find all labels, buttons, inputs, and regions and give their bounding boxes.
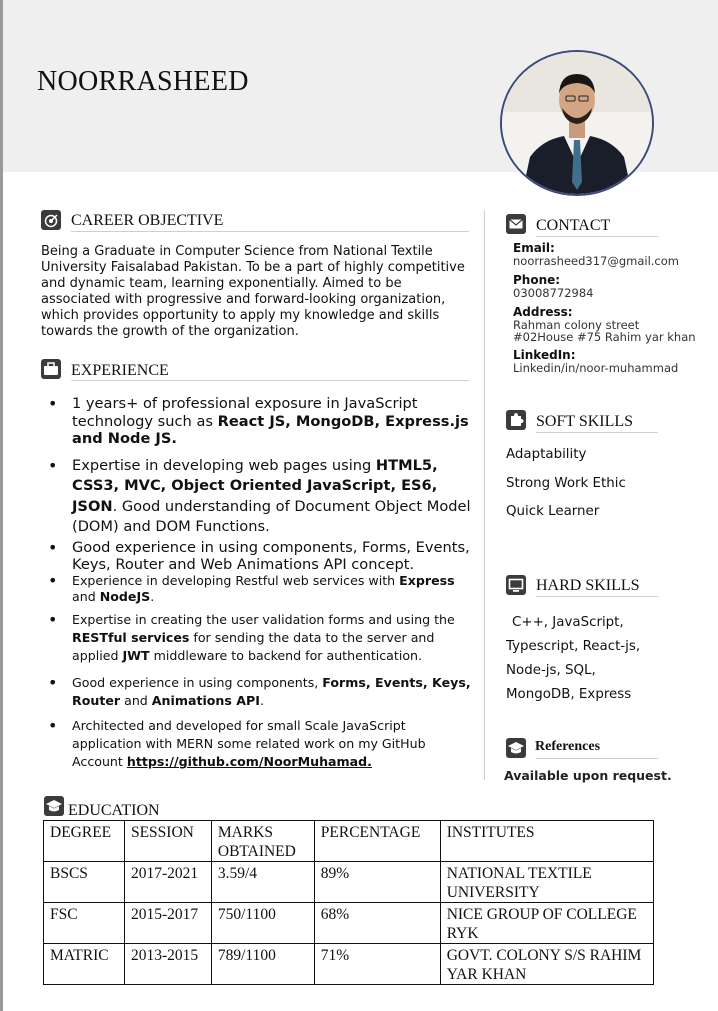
divider	[71, 380, 469, 381]
table-row	[44, 862, 654, 903]
linkedin-value[interactable]: Linkedin/in/noor-muhammad	[513, 361, 679, 375]
experience-list	[48, 674, 476, 710]
table-cell: FSC	[44, 903, 125, 944]
table-cell: 68%	[314, 903, 440, 944]
table-cell: 750/1100	[211, 903, 314, 944]
soft-skill-item: Strong Work Ethic	[506, 476, 626, 491]
soft-skills-heading: SOFT SKILLS	[536, 413, 634, 430]
list-item: • Good experience in using components, Forms, Events, Keys, Router and Web Animations API concept.	[48, 539, 476, 574]
graduation-cap-icon	[44, 796, 64, 816]
list-item: • Expertise in developing web pages using HTML5, CSS3, MVC, Object Oriented JavaScript, ES6, JSON. Good understanding of Document Object Model (DOM) and DOM Functions.	[48, 456, 476, 538]
divider	[536, 432, 658, 433]
divider	[71, 231, 469, 232]
table-header-cell: DEGREE	[44, 821, 125, 862]
experience-list	[48, 395, 476, 576]
address-line-1: Rahman colony street	[513, 318, 640, 332]
graduation-cap-icon	[506, 738, 526, 758]
list-item: • Good experience in using components, Forms, Events, Keys, Router and Animations API.	[48, 674, 476, 710]
education-heading: EDUCATION	[68, 802, 160, 819]
experience-list	[48, 717, 476, 771]
table-row	[44, 944, 654, 985]
hard-skills-text: C++, JavaScript, Typescript, React-js, Node-js, SQL, MongoDB, Express	[506, 615, 641, 702]
table-cell: GOVT. COLONY S/S RAHIM YAR KHAN	[440, 944, 653, 985]
table-cell: NICE GROUP OF COLLEGE RYK	[440, 903, 653, 944]
table-header-cell: PERCENTAGE	[314, 821, 440, 862]
soft-skill-item: Quick Learner	[506, 504, 600, 519]
references-heading: References	[535, 739, 601, 754]
github-link[interactable]: https://github.com/NoorMuhamad.	[126, 754, 372, 769]
table-cell: 71%	[314, 944, 440, 985]
experience-list	[48, 611, 476, 665]
table-header-cell: INSTITUTES	[440, 821, 653, 862]
list-item: • Architected and developed for small Scale JavaScript application with MERN some related work on my GitHub Account https://github.com/NoorMuhamad.	[48, 717, 476, 771]
table-cell: BSCS	[44, 862, 125, 903]
contact-heading: CONTACT	[536, 217, 611, 234]
briefcase-icon	[41, 359, 61, 379]
table-cell: 789/1100	[211, 944, 314, 985]
list-item: • 1 years+ of professional exposure in JavaScript technology such as React JS, MongoDB, Express.js and Node JS.	[48, 395, 476, 448]
email-label: Email:	[513, 241, 555, 255]
profile-photo	[500, 50, 654, 196]
experience-list	[48, 573, 476, 604]
table-cell: 89%	[314, 862, 440, 903]
table-header-row	[44, 821, 654, 862]
table-header-cell: MARKS OBTAINED	[211, 821, 314, 862]
divider	[536, 758, 658, 759]
phone-label: Phone:	[513, 273, 561, 287]
hard-skills-heading: HARD SKILLS	[536, 577, 640, 594]
education-table	[43, 820, 654, 985]
puzzle-icon	[506, 410, 526, 430]
list-item: • Expertise in creating the user validation forms and using the RESTful services for sending the data to the server and applied JWT middleware to backend for authentication.	[48, 611, 476, 665]
address-label: Address:	[513, 305, 573, 319]
experience-heading: EXPERIENCE	[71, 362, 169, 379]
career-objective-heading: CAREER OBJECTIVE	[71, 212, 224, 229]
table-cell: 3.59/4	[211, 862, 314, 903]
soft-skill-item: Adaptability	[506, 447, 587, 462]
linkedin-label: LinkedIn:	[513, 348, 576, 362]
email-value: noorrasheed317@gmail.com	[513, 254, 679, 268]
table-cell: 2017-2021	[124, 862, 211, 903]
career-objective-text: Being a Graduate in Computer Science from National Textile University Faisalabad Pakistan. To be a part of highly competitive and dynamic team, learning exponentially. Aimed to be associated with progressive and forward-looking organization, which provides opportunity to apply my knowledge and skills towards the growth of the organization.	[41, 244, 465, 339]
table-cell: 2015-2017	[124, 903, 211, 944]
divider	[536, 596, 658, 597]
target-icon	[41, 210, 61, 230]
table-cell: MATRIC	[44, 944, 125, 985]
envelope-icon	[506, 214, 526, 234]
candidate-name: NOORRASHEED	[37, 66, 249, 97]
table-row	[44, 903, 654, 944]
list-item: • Experience in developing Restful web services with Express and NodeJS.	[48, 573, 476, 604]
table-header-cell: SESSION	[124, 821, 211, 862]
table-cell: NATIONAL TEXTILE UNIVERSITY	[440, 862, 653, 903]
phone-value: 03008772984	[513, 286, 594, 300]
table-cell: 2013-2015	[124, 944, 211, 985]
column-divider	[484, 210, 485, 780]
references-text: Available upon request.	[504, 768, 672, 783]
monitor-icon	[506, 575, 526, 595]
address-line-2: #02House #75 Rahim yar khan	[513, 330, 696, 344]
divider	[536, 236, 658, 237]
